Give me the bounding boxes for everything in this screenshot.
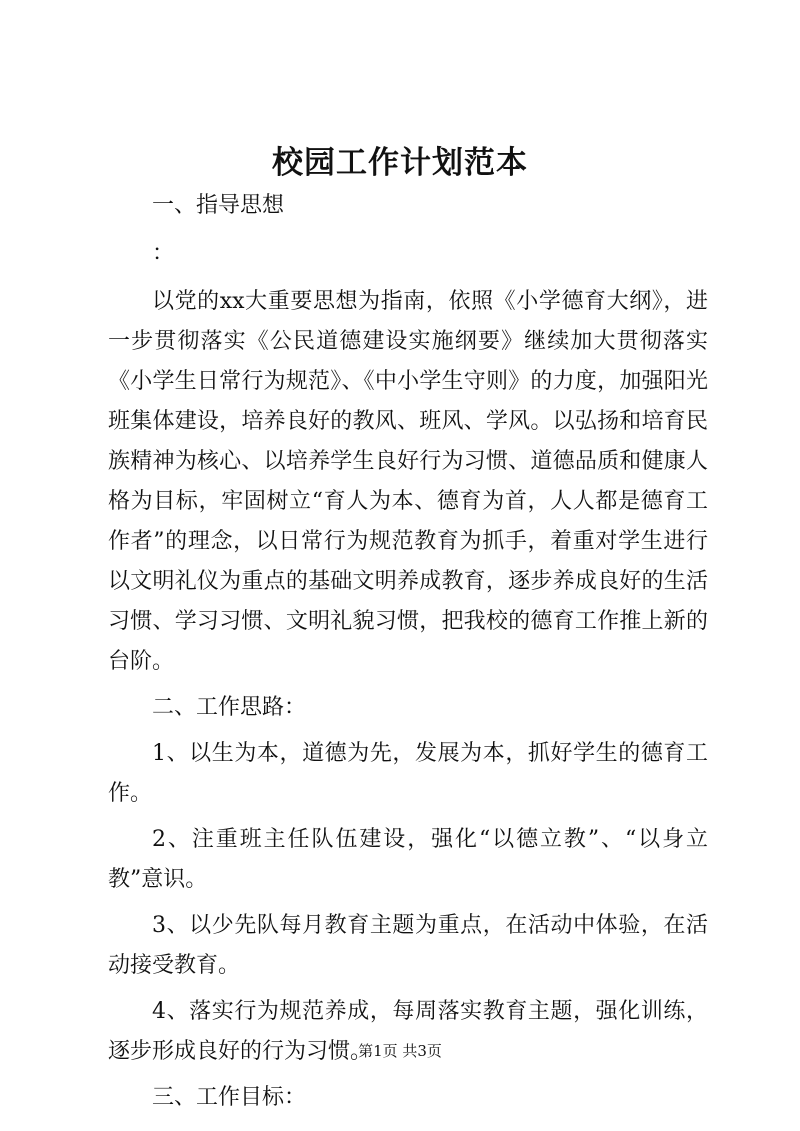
page-number: 第1页 共3页 [358, 1042, 442, 1060]
section-heading-1: 一、指导思想 [152, 193, 285, 218]
work-idea-item-1: 1、以生为本，道德为先，发展为本，抓好学生的德育工作。 [108, 741, 708, 806]
colon-line: ： [152, 241, 175, 266]
section-heading-3: 三、工作目标： [152, 1085, 307, 1110]
work-idea-item-3: 3、以少先队每月教育主题为重点，在活动中体验，在活动接受教育。 [108, 913, 708, 978]
section-heading-2: 二、工作思路： [152, 695, 307, 720]
document-body [108, 186, 708, 1118]
document-title: 校园工作计划范本 [272, 145, 528, 181]
work-idea-item-4: 4、落实行为规范养成，每周落实教育主题，强化训练，逐步形成良好的行为习惯。 [108, 999, 708, 1064]
guiding-thought-paragraph: 以党的xx大重要思想为指南，依照《小学德育大纲》，进一步贯彻落实《公民道德建设实施纲要》继续加大贯彻落实《小学生日常行为规范》、《中小学生守则》的力度，加强阳光班集体建设，培养良好的教风、班风、学风。以弘扬和培育民族精神为核心、以培养学生良好行为习惯、道德品质和健康人格为目标，牢固树立“育人为本、德育为首，人人都是德育工作者”的理念，以日常行为规范教育为抓手，着重对学生进行以文明礼仪为重点的基础文明养成教育，逐步养成良好的生活习惯、学习习惯、文明礼貌习惯，把我校的德育工作推上新的台阶。 [108, 289, 708, 674]
work-idea-item-2: 2、注重班主任队伍建设，强化“以德立教”、“以身立教”意识。 [108, 827, 708, 892]
